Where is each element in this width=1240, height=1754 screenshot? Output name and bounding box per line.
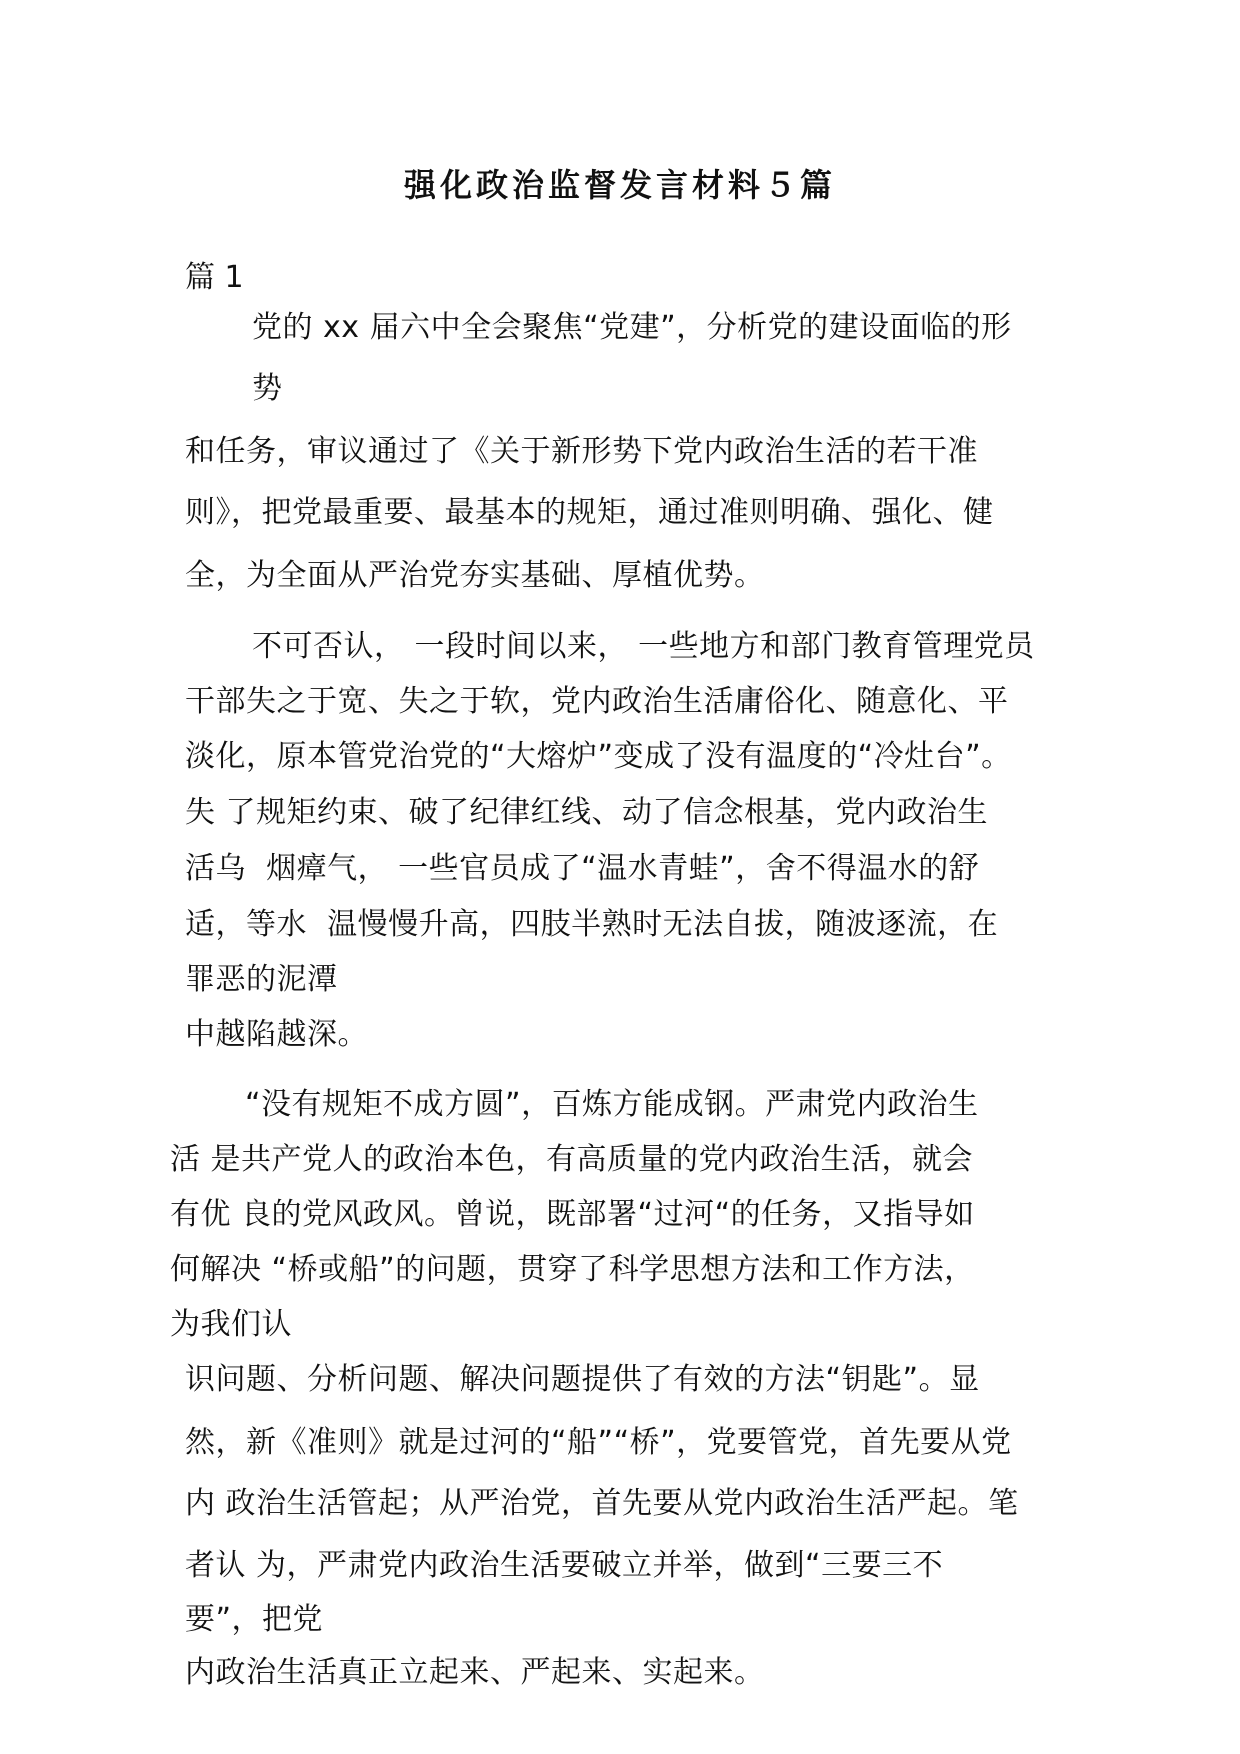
paragraph-line: 失 了规矩约束、破了纪律红线、动了信念根基，党内政治生 [185,795,989,830]
paragraph-line: 和任务，审议通过了《关于新形势下党内政治生活的若干准 [185,434,978,469]
paragraph-line: 识问题、分析问题、解决问题提供了有效的方法“钥匙”。显 [185,1362,980,1397]
paragraph-line: 适，等水 温慢慢升高，四肢半熟时无法自拔，随波逐流，在 [185,907,999,942]
paragraph-line: 有优 良的党风政风。曾说，既部署“过河“的任务，又指导如 [170,1197,975,1232]
paragraph-line: 然，新《准则》就是过河的“船”“桥”，党要管党，首先要从党 [185,1425,1012,1460]
paragraph-line: 淡化，原本管党治党的“大熔炉”变成了没有温度的“冷灶台”。 [185,739,1012,774]
paragraph-line: 势 [252,371,283,406]
paragraph-line: “没有规矩不成方圆”，百炼方能成钢。严肃党内政治生 [245,1087,979,1122]
paragraph-line: 则》，把党最重要、最基本的规矩，通过准则明确、强化、健 [185,495,994,530]
section-label: 篇 1 [185,260,244,295]
paragraph-line: 干部失之于宽、失之于软，党内政治生活庸俗化、随意化、平 [185,684,1009,719]
paragraph-line: 何解决 “桥或船”的问题，贯穿了科学思想方法和工作方法， [170,1252,975,1287]
document-title: 强化政治监督发言材料５篇 [403,166,836,204]
paragraph-line: 内 政治生活管起；从严治党，首先要从党内政治生活严起。笔 [185,1486,1019,1521]
paragraph-line: 不可否认， 一段时间以来， 一些地方和部门教育管理党员 [252,629,1035,664]
paragraph-line: 内政治生活真正立起来、严起来、实起来。 [185,1655,765,1690]
paragraph-line: 活乌 烟瘴气， 一些官员成了“温水青蛙”，舍不得温水的舒 [185,851,980,886]
paragraph-line: 罪恶的泥潭 [185,962,338,997]
paragraph-line: 全，为全面从严治党夯实基础、厚植优势。 [185,558,765,593]
paragraph-line: 活 是共产党人的政治本色，有高质量的党内政治生活，就会 [170,1142,974,1177]
paragraph-line: 要”，把党 [185,1602,324,1637]
paragraph-line: 中越陷越深。 [185,1017,368,1052]
paragraph-line: 党的 xx 届六中全会聚焦“党建”，分析党的建设面临的形 [252,310,1012,345]
paragraph-line: 为我们认 [170,1307,292,1342]
paragraph-line: 者认 为，严肃党内政治生活要破立并举，做到“三要三不 [185,1548,944,1583]
